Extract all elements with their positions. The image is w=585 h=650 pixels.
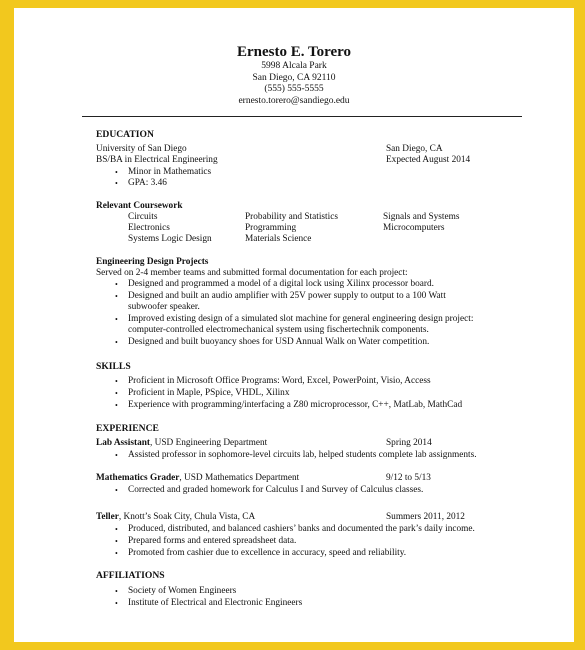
course: Programming bbox=[245, 223, 297, 233]
resume-header bbox=[14, 44, 574, 107]
resume-page bbox=[14, 8, 574, 642]
course: Electronics bbox=[128, 223, 170, 233]
job-title-line bbox=[96, 438, 267, 449]
address-line-1: 5998 Alcala Park bbox=[261, 61, 327, 71]
course: Probability and Statistics bbox=[245, 212, 338, 222]
course: Signals and Systems bbox=[383, 212, 460, 222]
bullet: • bbox=[115, 389, 118, 398]
project-bullet: Designed and built an audio amplifier with 25V power supply to output to a 100 Watt bbox=[128, 291, 446, 301]
bullet: • bbox=[115, 401, 118, 410]
job-bullet: Promoted from cashier due to excellence in accuracy, speed and reliability. bbox=[128, 548, 407, 558]
course: Materials Science bbox=[245, 234, 312, 244]
bullet: • bbox=[115, 168, 118, 177]
skill-bullet: Experience with programming/interfacing a Z80 microprocessor, C++, MatLab, MathCad bbox=[128, 400, 463, 410]
coursework-heading: Relevant Coursework bbox=[96, 201, 183, 211]
job-date: Summers 2011, 2012 bbox=[386, 512, 465, 522]
course: Systems Logic Design bbox=[128, 234, 212, 244]
job-bullet: Produced, distributed, and balanced cashiers’ banks and documented the park’s daily income. bbox=[128, 524, 475, 534]
job-bullet: Prepared forms and entered spreadsheet data. bbox=[128, 536, 297, 546]
bullet: • bbox=[115, 587, 118, 596]
bullet: • bbox=[115, 599, 118, 608]
education-bullet: Minor in Mathematics bbox=[128, 167, 212, 177]
address-line-2: San Diego, CA 92110 bbox=[252, 72, 336, 83]
job-org: , Knott’s Soak City, Chula Vista, CA bbox=[118, 512, 256, 522]
job-date: 9/12 to 5/13 bbox=[386, 473, 431, 483]
project-bullet-cont: subwoofer speaker. bbox=[128, 302, 200, 312]
job-org: , USD Engineering Department bbox=[150, 438, 268, 448]
bullet: • bbox=[115, 315, 118, 324]
bullet: • bbox=[115, 486, 118, 495]
bullet: • bbox=[115, 179, 118, 188]
projects-intro: Served on 2-4 member teams and submitted formal documentation for each project: bbox=[96, 268, 408, 278]
job-date: Spring 2014 bbox=[386, 438, 432, 448]
bullet: • bbox=[115, 377, 118, 386]
job-title-line bbox=[96, 512, 255, 523]
bullet: • bbox=[115, 549, 118, 558]
project-bullet-cont: computer-controlled electromechanical system using fischertechnik components. bbox=[128, 325, 429, 335]
applicant-name: Ernesto E. Torero bbox=[236, 44, 352, 60]
job-bullet: Corrected and graded homework for Calculus I and Survey of Calculus classes. bbox=[128, 485, 424, 495]
skill-bullet: Proficient in Maple, PSpice, VHDL, Xilinx bbox=[128, 388, 290, 398]
bullet: • bbox=[115, 525, 118, 534]
projects-heading: Engineering Design Projects bbox=[96, 257, 209, 267]
skills-heading: SKILLS bbox=[96, 361, 131, 372]
graduation-date: Expected August 2014 bbox=[386, 155, 471, 165]
affiliation-bullet: Society of Women Engineers bbox=[128, 586, 237, 596]
header-divider bbox=[82, 116, 522, 117]
job-bullet: Assisted professor in sophomore-level circuits lab, helped students complete lab assignments. bbox=[128, 450, 477, 460]
affiliation-bullet: Institute of Electrical and Electronic Engineers bbox=[128, 598, 303, 608]
project-bullet: Designed and built buoyancy shoes for USD Annual Walk on Water competition. bbox=[128, 337, 430, 347]
course: Microcomputers bbox=[383, 223, 445, 233]
job-title: Lab Assistant bbox=[96, 438, 150, 448]
bullet: • bbox=[115, 451, 118, 460]
school-name: University of San Diego bbox=[96, 144, 187, 154]
education-heading: EDUCATION bbox=[96, 129, 154, 140]
degree: BS/BA in Electrical Engineering bbox=[96, 155, 218, 165]
email-address: ernesto.torero@sandiego.edu bbox=[238, 95, 350, 106]
job-title: Teller bbox=[96, 512, 119, 522]
project-bullet: Improved existing design of a simulated slot machine for general engineering design project: bbox=[128, 314, 474, 324]
bullet: • bbox=[115, 292, 118, 301]
project-bullet: Designed and programmed a model of a digital lock using Xilinx processor board. bbox=[128, 279, 434, 289]
skill-bullet: Proficient in Microsoft Office Programs: Word, Excel, PowerPoint, Visio, Access bbox=[128, 376, 431, 386]
affiliations-heading: AFFILIATIONS bbox=[96, 570, 165, 581]
job-title: Mathematics Grader bbox=[96, 473, 180, 483]
school-location: San Diego, CA bbox=[386, 144, 443, 154]
education-bullet: GPA: 3.46 bbox=[128, 178, 167, 188]
bullet: • bbox=[115, 338, 118, 347]
job-title-line bbox=[96, 473, 299, 484]
bullet: • bbox=[115, 537, 118, 546]
phone-number: (555) 555-5555 bbox=[264, 84, 324, 94]
bullet: • bbox=[115, 280, 118, 289]
course: Circuits bbox=[128, 212, 158, 222]
experience-heading: EXPERIENCE bbox=[96, 423, 159, 434]
job-org: , USD Mathematics Department bbox=[179, 473, 300, 483]
